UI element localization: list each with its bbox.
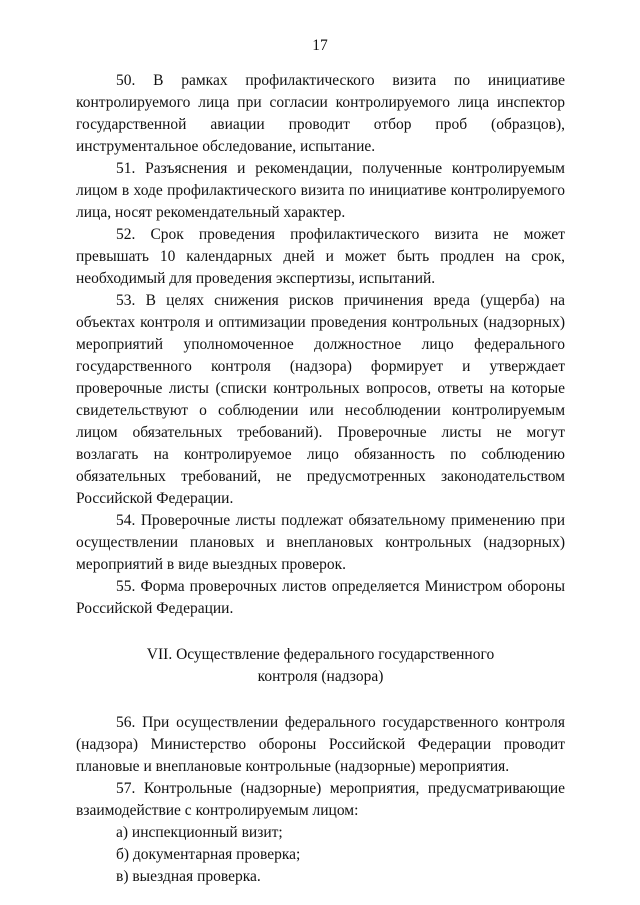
paragraph-51: 51. Разъяснения и рекомендации, полученные контролируемым лицом в ходе профилактического визита по инициативе контролируемого лица, носят рекомендательный характер. <box>76 160 565 221</box>
paragraph-55: 55. Форма проверочных листов определяется Министром обороны Российской Федерации. <box>76 578 565 617</box>
list-item-b: б) документарная проверка; <box>116 846 301 863</box>
list-item-c: в) выездная проверка. <box>116 868 261 885</box>
paragraph-53: 53. В целях снижения рисков причинения вреда (ущерба) на объектах контроля и оптимизации проведения контрольных (надзорных) мероприятий уполномоченное должностное лицо федерального государственного контроля (надзора) формирует и утверждает проверочные листы (списки контрольных вопросов, ответы на которые свидетельствуют о соблюдении или несоблюдении контролируемым лицом обязательных требований). Проверочные листы не могут возлагать на контролируемое лицо обязанность по соблюдению обязательных требований, не предусмотренных законодательством Российской Федерации. <box>76 292 565 507</box>
paragraph-52: 52. Срок проведения профилактического визита не может превышать 10 календарных дней и может быть продлен на срок, необходимый для проведения экспертизы, испытаний. <box>76 226 565 287</box>
section-heading <box>76 644 565 688</box>
list-item-a: а) инспекционный визит; <box>116 824 283 841</box>
section-heading-line-1: VII. Осуществление федерального государственного <box>146 646 495 663</box>
paragraph-56: 56. При осуществлении федерального государственного контроля (надзора) Министерство обороны Российской Федерации проводит плановые и внеплановые контрольные (надзорные) мероприятия. <box>76 714 565 775</box>
paragraph-54: 54. Проверочные листы подлежат обязательному применению при осуществлении плановых и внеплановых контрольных (надзорных) мероприятий в виде выездных проверок. <box>76 512 565 573</box>
section-heading-line-2: контроля (надзора) <box>257 668 384 685</box>
paragraph-57: 57. Контрольные (надзорные) мероприятия, предусматривающие взаимодействие с контролируемым лицом: <box>76 780 565 819</box>
paragraph-50: 50. В рамках профилактического визита по инициативе контролируемого лица при согласии контролируемого лица инспектор государственной авиации проводит отбор проб (образцов), инструментальное обследование, испытание. <box>76 72 565 155</box>
page-number: 17 <box>312 37 328 54</box>
document-body <box>76 70 565 888</box>
